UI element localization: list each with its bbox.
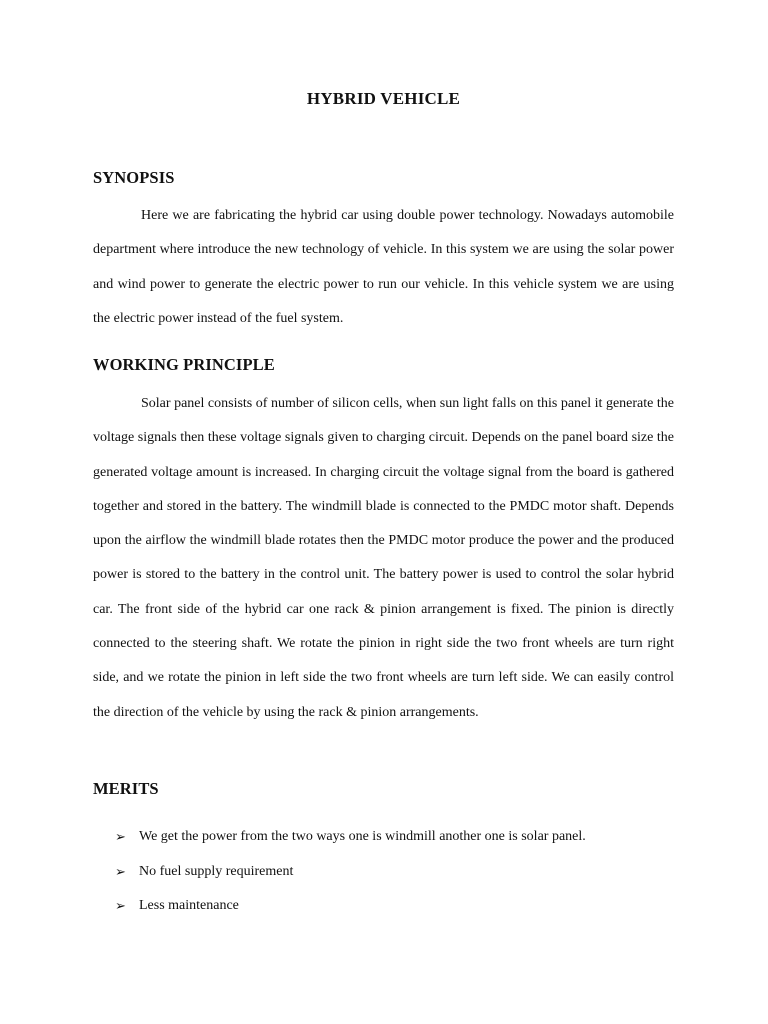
list-item bbox=[115, 824, 586, 859]
arrowhead-bullet-icon: ➢ bbox=[115, 829, 126, 844]
section-heading-synopsis: SYNOPSIS bbox=[93, 168, 175, 187]
merit-text: We get the power from the two ways one is windmill another one is solar panel. bbox=[139, 829, 586, 844]
section-heading-working-principle: WORKING PRINCIPLE bbox=[93, 355, 275, 374]
list-item bbox=[115, 859, 586, 894]
document-title: HYBRID VEHICLE bbox=[306, 89, 461, 108]
arrowhead-bullet-icon: ➢ bbox=[115, 898, 126, 913]
section-heading-merits: MERITS bbox=[93, 779, 159, 798]
merits-list bbox=[115, 824, 586, 928]
list-item bbox=[115, 893, 586, 928]
merit-text: Less maintenance bbox=[139, 898, 239, 913]
synopsis-paragraph: Here we are fabricating the hybrid car using double power technology. Nowadays automobile department where introduce the new technology of vehicle. In this system we are using the solar power and wind power to generate the electric power to run our vehicle. In this vehicle system we are using the electric power instead of the fuel system. bbox=[93, 208, 674, 326]
working-principle-paragraph: Solar panel consists of number of silicon cells, when sun light falls on this panel it generate the voltage signals then these voltage signals given to charging circuit. Depends on the panel board size the generated voltage amount is increased. In charging circuit the voltage signal from the board is gathered together and stored in the battery. The windmill blade is connected to the PMDC motor shaft. Depends upon the airflow the windmill blade rotates then the PMDC motor produce the power and the produced power is stored to the battery in the control unit. The battery power is used to control the solar hybrid car. The front side of the hybrid car one rack & pinion arrangement is fixed. The pinion is directly connected to the steering shaft. We rotate the pinion in right side the two front wheels are turn right side, and we rotate the pinion in left side the two front wheels are turn left side. We can easily control the direction of the vehicle by using the rack & pinion arrangements. bbox=[93, 396, 674, 720]
merit-text: No fuel supply requirement bbox=[139, 863, 294, 879]
arrowhead-bullet-icon: ➢ bbox=[115, 863, 126, 879]
